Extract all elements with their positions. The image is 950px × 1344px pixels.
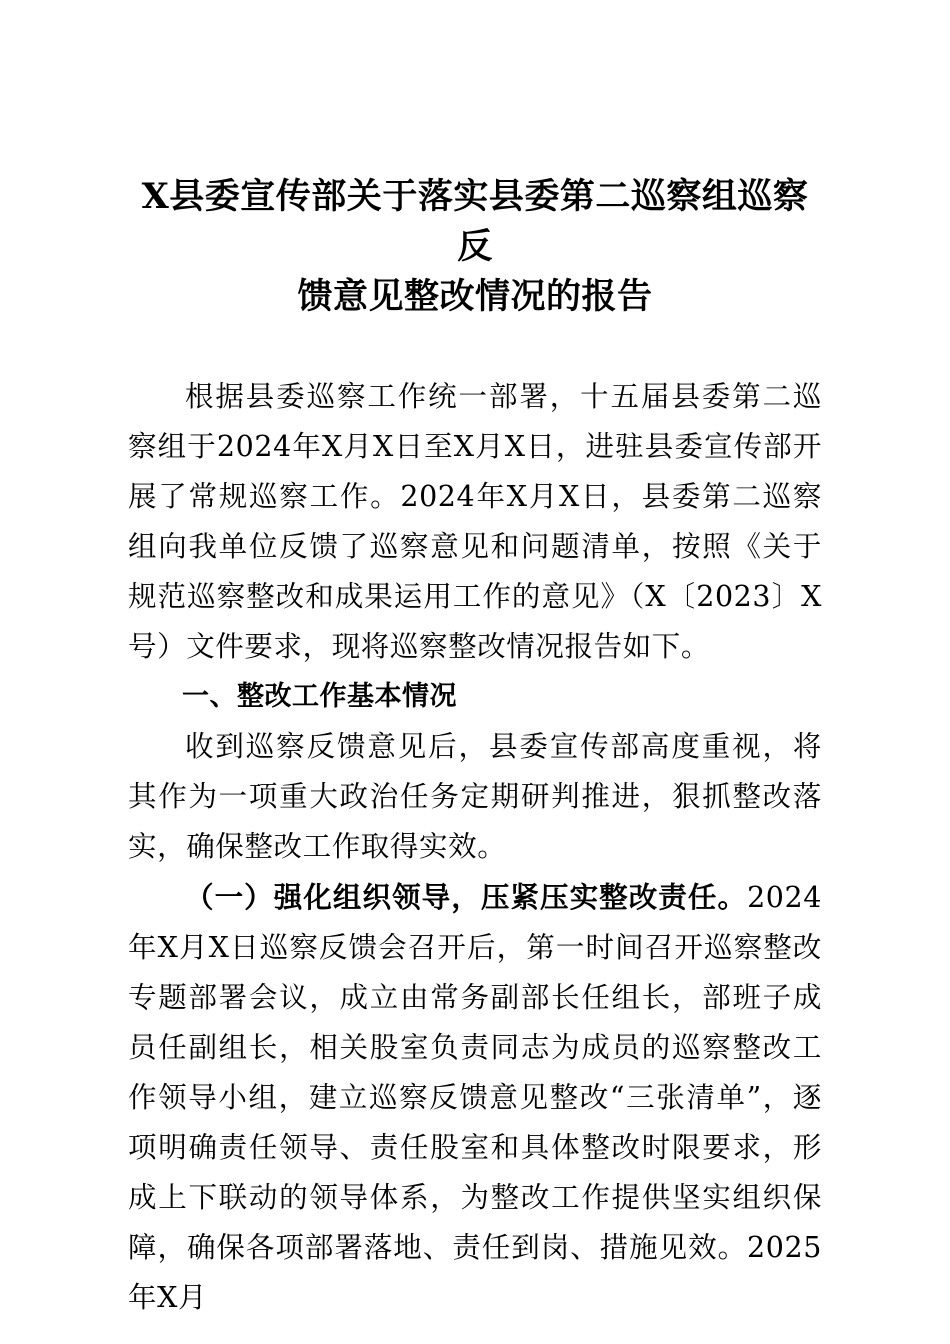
page-title [128,0,822,322]
paragraph-preamble: 根据县委巡察工作统一部署，十五届县委第二巡察组于2024年X月X日至X月X日，进驻县委宣传部开展了常规巡察工作。2024年X月X日，县委第二巡察组向我单位反馈了巡察意见和问题清单，按照《关于规范巡察整改和成果运用工作的意见》（X〔2023〕X号）文件要求，现将巡察整改情况报告如下。 [128,380,822,663]
page-title-line-1: X县委宣传部关于落实县委第二巡察组巡察反 [141,176,809,267]
paragraph-lead-in-1: （一）强化组织领导，压紧压实整改责任。 [185,880,748,914]
document-content [128,0,822,1323]
paragraph-section-1-item-1 [128,872,822,1323]
paragraph-section-1-intro: 收到巡察反馈意见后，县委宣传部高度重视，将其作为一项重大政治任务定期研判推进，狠抓整改落实，确保整改工作取得实效。 [128,730,822,863]
paragraph-body-text-1: 2024年X月X日巡察反馈会召开后，第一时间召开巡察整改专题部署会议，成立由常务副部长任组长，部班子成员任副组长，相关股室负责同志为成员的巡察整改工作领导小组，建立巡察反馈意见整改“三张清单”，逐项明确责任领导、责任股室和具体整改时限要求，形成上下联动的领导体系，为整改工作提供坚实组织保障，确保各项部署落地、责任到岗、措施见效。2025年X月 [128,881,822,1314]
page-title-line-2: 馈意见整改情况的报告 [297,276,653,317]
section-heading-1: 一、整改工作基本情况 [182,681,457,712]
